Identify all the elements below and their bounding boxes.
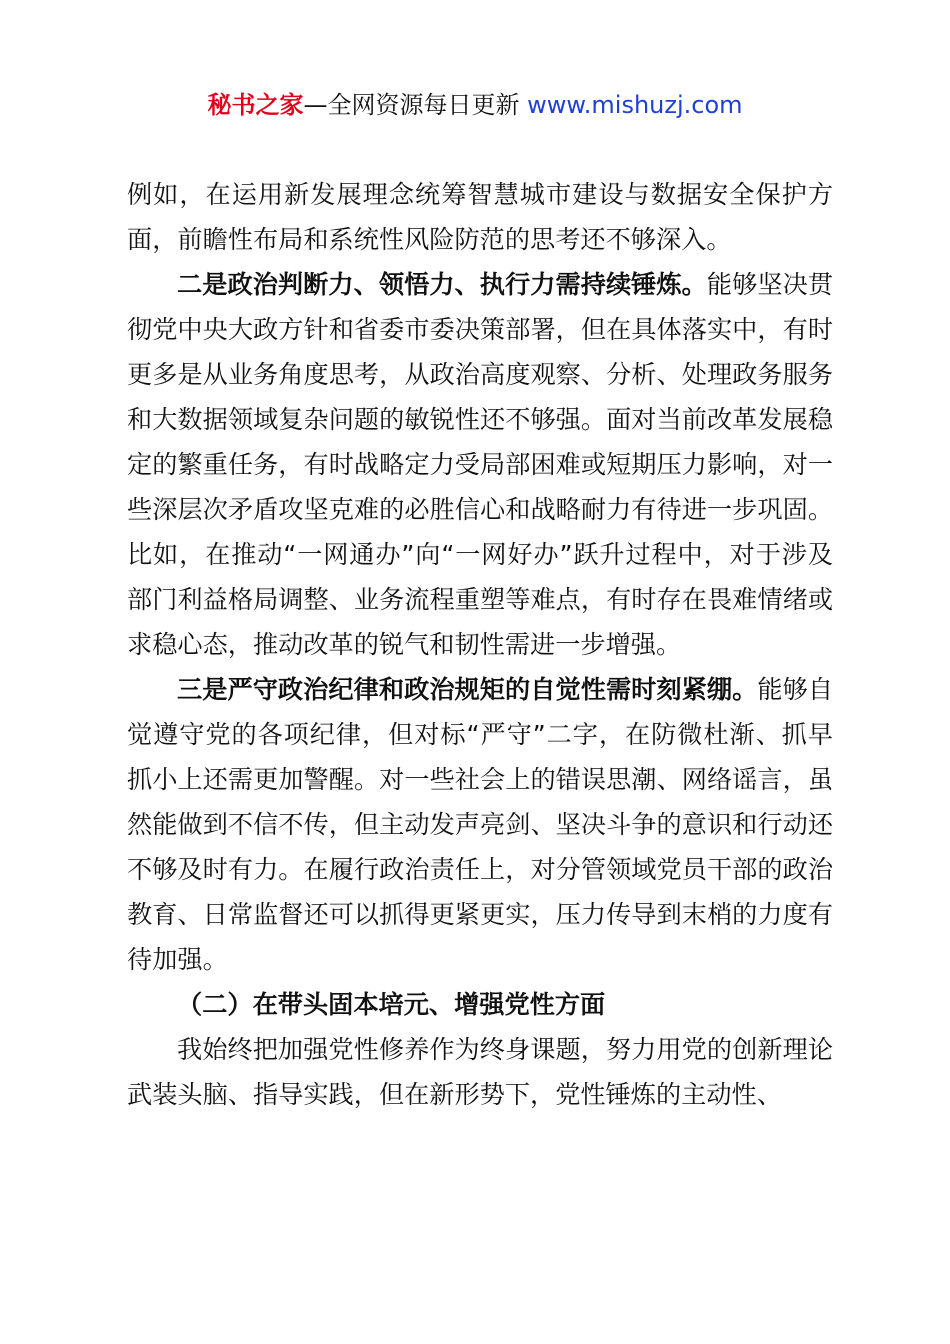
section-subheading: （二）在带头固本培元、增强党性方面 (177, 990, 606, 1019)
site-url-link[interactable]: www.mishuzj.com (527, 91, 743, 119)
paragraph-2 (127, 262, 833, 667)
paragraph-4: 我始终把加强党性修养作为终身课题，努力用党的创新理论武装头脑、指导实践，但在新形势下，党性锤炼的主动性、 (127, 1035, 833, 1109)
site-brand: 秘书之家 (207, 91, 304, 119)
paragraph-3-text: 能够自觉遵守党的各项纪律，但对标“严守”二字，在防微杜渐、抓早抓小上还需更加警醒。对一些社会上的错误思潮、网络谣言，虽然能做到不信不传，但主动发声亮剑、坚决斗争的意识和行动还不够及时有力。在履行政治责任上，对分管领域党员干部的政治教育、日常监督还可以抓得更紧更实，压力传导到末梢的力度有待加强。 (127, 675, 834, 974)
paragraph-3 (127, 667, 833, 982)
paragraph-3-lead: 三是严守政治纪律和政治规矩的自觉性需时刻紧绷。 (177, 675, 758, 704)
paragraph-1: 例如，在运用新发展理念统筹智慧城市建设与数据安全保护方面，前瞻性布局和系统性风险防范的思考还不够深入。 (127, 180, 833, 254)
paragraph-2-text: 能够坚决贯彻党中央大政方针和省委市委决策部署，但在具体落实中，有时更多是从业务角度思考，从政治高度观察、分析、处理政务服务和大数据领域复杂问题的敏锐性还不够强。面对当前改革发展稳定的繁重任务，有时战略定力受局部困难或短期压力影响，对一些深层次矛盾攻坚克难的必胜信心和战略耐力有待进一步巩固。比如，在推动“一网通办”向“一网好办”跃升过程中，对于涉及部门利益格局调整、业务流程重塑等难点，有时存在畏难情绪或求稳心态，推动改革的锐气和韧性需进一步增强。 (127, 270, 834, 659)
document-body (127, 172, 833, 1117)
paragraph-2-lead: 二是政治判断力、领悟力、执行力需持续锤炼。 (177, 270, 707, 299)
site-tagline: —全网资源每日更新 (303, 91, 528, 119)
site-header (0, 88, 950, 122)
